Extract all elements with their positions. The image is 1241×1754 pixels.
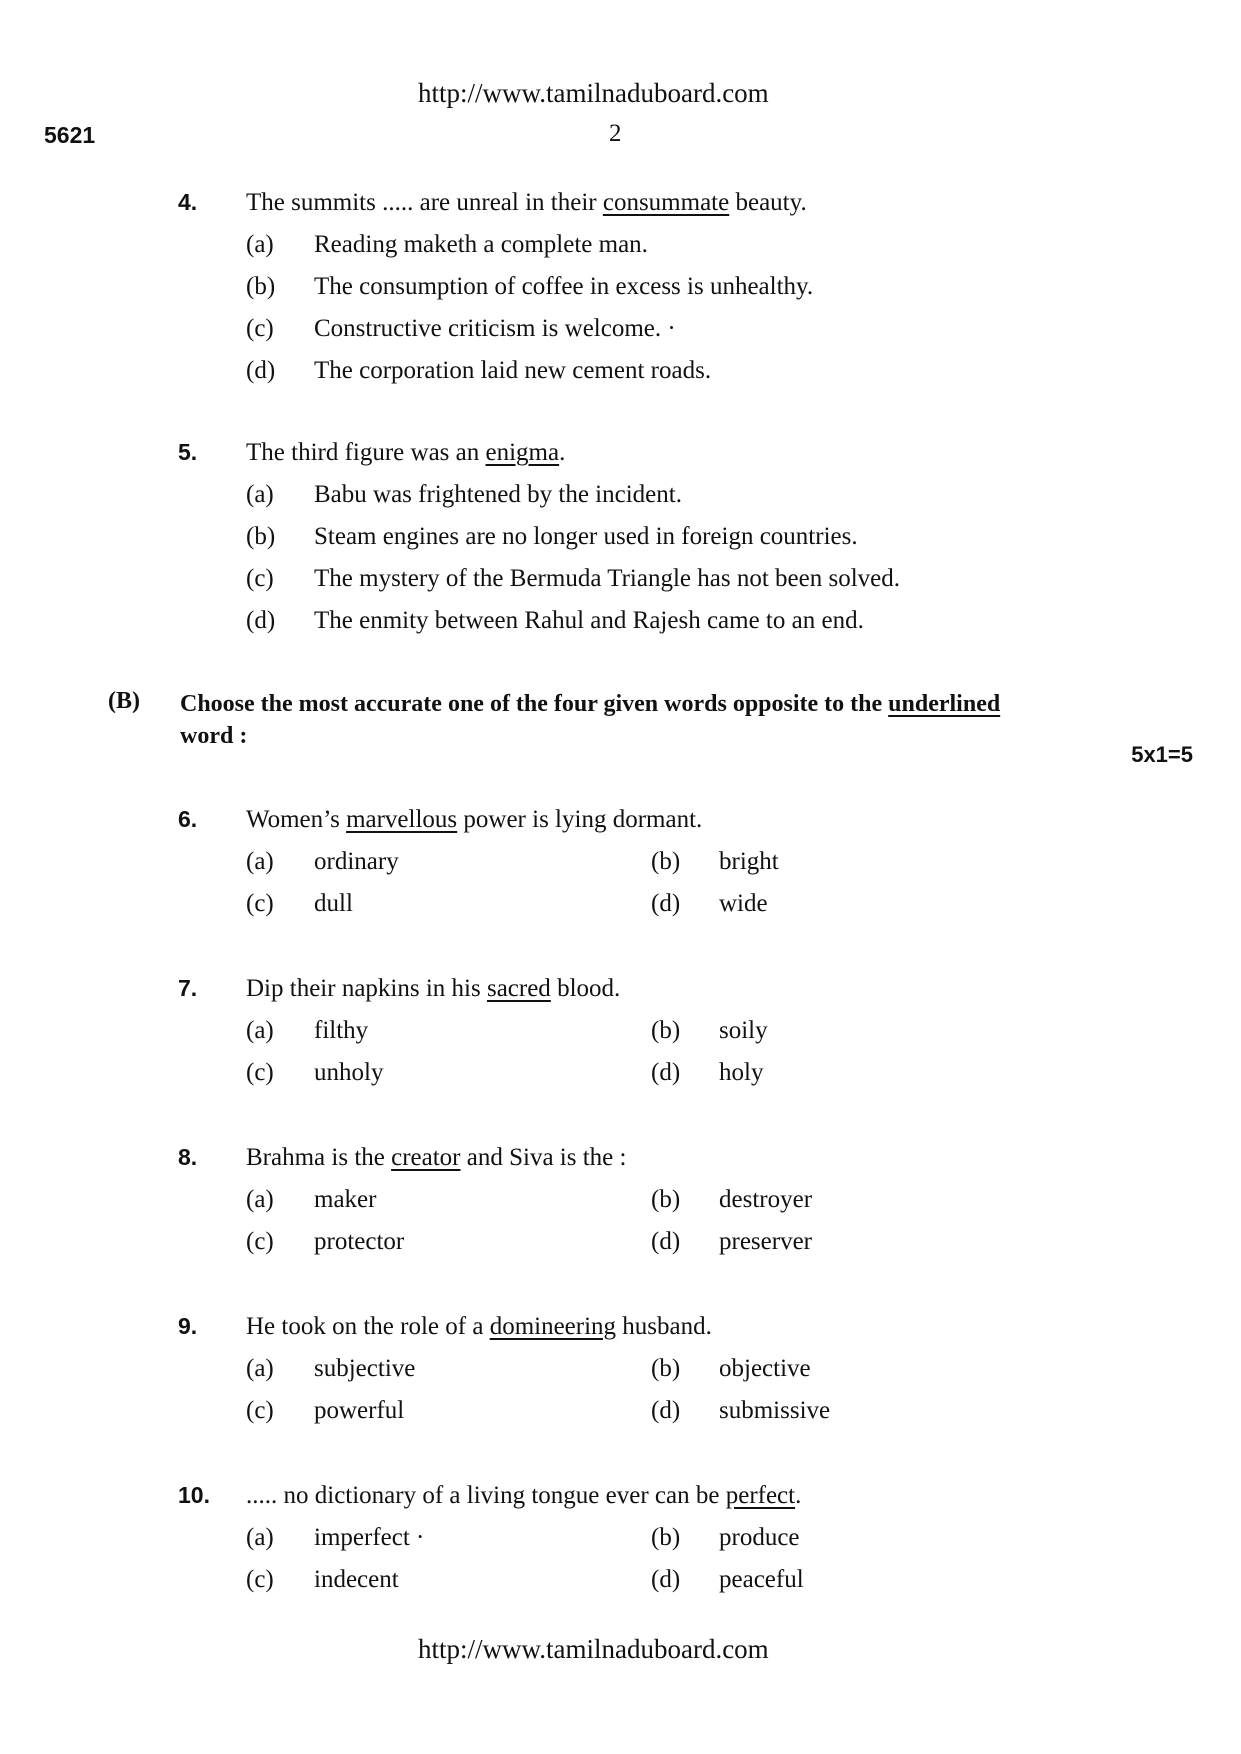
page-number: 2 bbox=[609, 120, 622, 147]
option-d: (d) peaceful bbox=[651, 1566, 804, 1593]
option-d: (d) holy bbox=[651, 1059, 764, 1086]
option-d: (d) wide bbox=[651, 890, 768, 917]
option-c: (c) protector bbox=[246, 1228, 405, 1255]
option-c: (c) The mystery of the Bermuda Triangle has not been solved. bbox=[246, 565, 900, 592]
option-b: (b) objective bbox=[651, 1355, 811, 1382]
question-number: 5. bbox=[178, 439, 198, 465]
option-b: (b) produce bbox=[651, 1524, 800, 1551]
option-d: (d) submissive bbox=[651, 1397, 831, 1424]
question-number: 9. bbox=[178, 1313, 198, 1339]
section-label: (B) bbox=[108, 688, 140, 714]
question-text: He took on the role of a domineering husband. bbox=[246, 1313, 712, 1340]
option-a: (a) maker bbox=[246, 1186, 377, 1213]
underlined-word: marvellous bbox=[346, 806, 458, 833]
question-text: Dip their napkins in his sacred blood. bbox=[246, 975, 621, 1002]
question-number: 6. bbox=[178, 806, 198, 832]
underlined-word: underlined bbox=[888, 691, 1001, 717]
option-b: (b) The consumption of coffee in excess is unhealthy. bbox=[246, 273, 814, 300]
question-number: 4. bbox=[178, 189, 198, 215]
option-b: (b) destroyer bbox=[651, 1186, 813, 1213]
underlined-word: sacred bbox=[486, 975, 551, 1002]
option-a: (a) Babu was frightened by the incident. bbox=[246, 481, 682, 508]
option-c: (c) unholy bbox=[246, 1059, 384, 1086]
section-marks: 5x1=5 bbox=[1131, 742, 1193, 767]
paper-code: 5621 bbox=[44, 122, 96, 148]
header-url: http://www.tamilnaduboard.com bbox=[418, 78, 769, 108]
underlined-word: consummate bbox=[602, 189, 730, 216]
question-text: The summits ..... are unreal in their consummate beauty. bbox=[246, 189, 807, 216]
option-a: (a) imperfect · bbox=[246, 1524, 425, 1551]
footer-url: http://www.tamilnaduboard.com bbox=[418, 1634, 769, 1664]
question-text: ..... no dictionary of a living tongue ever can be perfect. bbox=[246, 1482, 802, 1509]
option-a: (a) filthy bbox=[246, 1017, 369, 1044]
underlined-word: creator bbox=[391, 1144, 461, 1171]
option-c: (c) indecent bbox=[246, 1566, 399, 1593]
question-number: 7. bbox=[178, 975, 198, 1001]
question-text: Brahma is the creator and Siva is the : bbox=[246, 1144, 627, 1171]
option-a: (a) ordinary bbox=[246, 848, 399, 875]
option-b: (b) soily bbox=[651, 1017, 768, 1044]
option-b: (b) bright bbox=[651, 848, 779, 875]
option-d: (d) The corporation laid new cement roads. bbox=[246, 357, 712, 384]
option-d: (d) preserver bbox=[651, 1228, 812, 1255]
option-a: (a) Reading maketh a complete man. bbox=[246, 231, 648, 258]
question-number: 8. bbox=[178, 1144, 198, 1170]
section-instruction: Choose the most accurate one of the four given words opposite to the underlined word : bbox=[180, 691, 1001, 749]
option-c: (c) powerful bbox=[246, 1397, 405, 1424]
option-b: (b) Steam engines are no longer used in foreign countries. bbox=[246, 523, 858, 550]
option-a: (a) subjective bbox=[246, 1355, 416, 1382]
option-c: (c) dull bbox=[246, 890, 353, 917]
option-d: (d) The enmity between Rahul and Rajesh came to an end. bbox=[246, 607, 864, 634]
underlined-word: perfect bbox=[725, 1482, 796, 1509]
underlined-word: enigma bbox=[485, 439, 560, 466]
option-c: (c) Constructive criticism is welcome. · bbox=[246, 315, 676, 342]
question-text: Women’s marvellous power is lying dormant. bbox=[246, 806, 703, 833]
question-text: The third figure was an enigma. bbox=[246, 439, 566, 466]
question-number: 10. bbox=[178, 1482, 210, 1508]
underlined-word: domineering bbox=[489, 1313, 617, 1340]
